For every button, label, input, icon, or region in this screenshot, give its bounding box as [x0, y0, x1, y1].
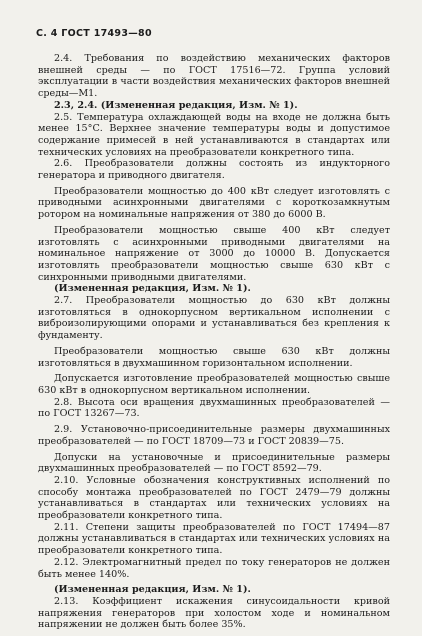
paragraph-2-6: 2.6. Преобразователи должны состоять из индукторного генератора и приводного двигателя. — [38, 158, 390, 182]
paragraph-2-4: 2.4. Требования по воздействию механических факторов внешней среды — по ГОСТ 17516—72. Группа условий эксплуатации в части воздействия механических факторов внешней среды—М1. — [38, 53, 390, 100]
paragraph-2-11: 2.11. Степени защиты преобразователей по ГОСТ 17494—87 должны устанавливаться в стандартах или технических условиях на преобразователи конкретного типа. — [38, 521, 390, 557]
amendment-note: (Измененная редакция, Изм. № 1). — [54, 584, 251, 596]
paragraph-2-7-b: Допускается изготовление преобразователей мощностью свыше 630 кВт в однокорпусном вертикальном исполнении. — [38, 373, 390, 396]
paragraph-2-9: 2.9. Установочно-присоединительные размеры двухмашинных преобразователей — по ГОСТ 18709—73 и ГОСТ 20839—75. — [38, 424, 390, 447]
paragraph-2-8: 2.8. Высота оси вращения двухмашинных преобразователей — по ГОСТ 13267—73. — [38, 396, 390, 420]
document-body — [38, 53, 390, 631]
paragraph-2-9-a: Допуски на установочные и присоединительные размеры двухмашинных преобразователей — по ГОСТ 8592—79. — [38, 451, 390, 475]
amendment-note: (Измененная редакция, Изм. № 1). — [54, 283, 251, 295]
amendment-note: 2.3, 2.4. (Измененная редакция, Изм. № 1). — [54, 99, 298, 111]
paragraph-2-6-b: Преобразователи мощностью свыше 400 кВт следует изготовлять с асинхронными приводными двигателями на номинальное напряжение от 3000 до 10000 В. Допускается изготовлять преобразователи мощностью свыше 630 кВт с синхронными приводными двигателями. — [38, 224, 390, 283]
paragraph-2-12: 2.12. Электромагнитный предел по току генераторов не должен быть менее 140%. — [38, 556, 390, 580]
paragraph-2-13: 2.13. Коэффициент искажения синусоидальности кривой напряжения генераторов при холостом ходе и номинальном напряжении не должен быть более 35%. — [38, 595, 390, 631]
paragraph-2-5: 2.5. Температура охлаждающей воды на входе не должна быть менее 15°С. Верхнее значение температуры воды и допустимое содержание примесей в ней устанавливаются в стандартах или технических условиях на преобразователи конкретного типа. — [38, 111, 390, 158]
paragraph-2-7: 2.7. Преобразователи мощностью до 630 кВт должны изготовляться в однокорпусном вертикальном исполнении с виброизолирующими опорами и устанавливаться без крепления к фундаменту. — [38, 295, 390, 342]
paragraph-2-6-a: Преобразователи мощностью до 400 кВт следует изготовлять с приводными асинхронными двигателями с короткозамкнутым ротором на номинальные напряжения от 380 до 6000 В. — [38, 185, 390, 221]
page-header: С. 4 ГОСТ 17493—80 — [36, 28, 152, 39]
paragraph-2-10: 2.10. Условные обозначения конструктивных исполнений по способу монтажа преобразователей по ГОСТ 2479—79 должны устанавливаться в стандартах или технических условиях на преобразователи конкретного типа. — [38, 474, 390, 522]
paragraph-2-7-a: Преобразователи мощностью свыше 630 кВт должны изготовляться в двухмашинном горизонтальном исполнении. — [38, 345, 390, 369]
